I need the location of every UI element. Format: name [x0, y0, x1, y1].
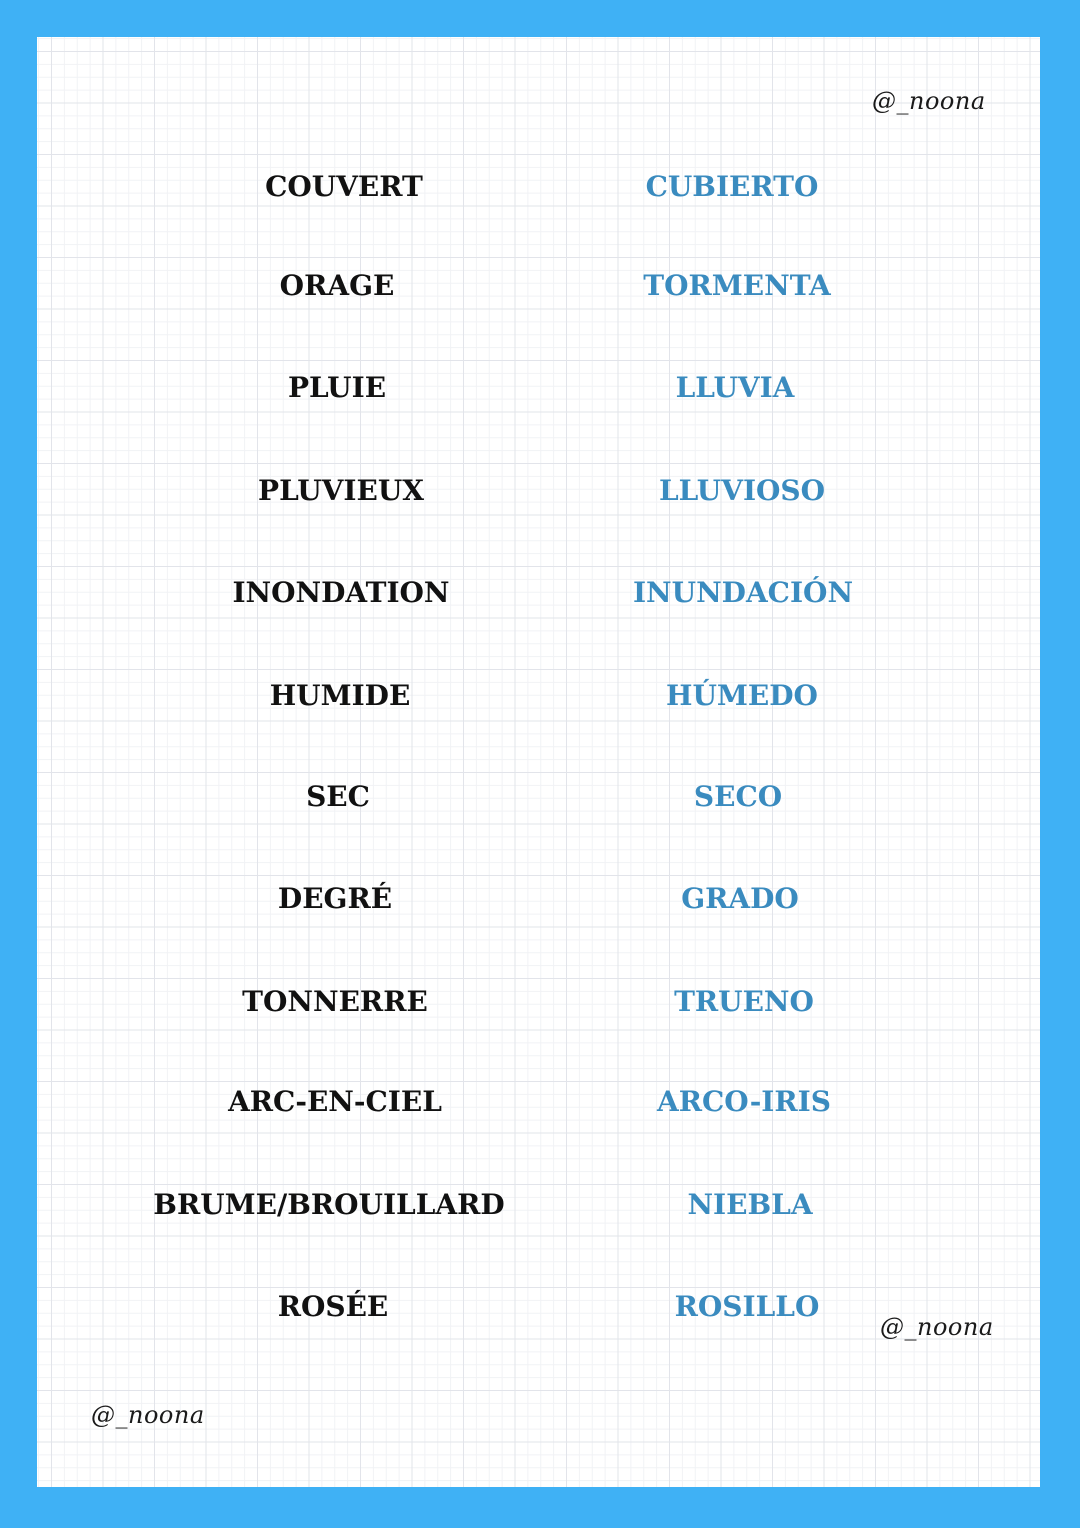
vocab-row	[37, 461, 1040, 521]
spanish-word: HÚMEDO	[666, 679, 818, 712]
french-word: ARC-EN-CIEL	[228, 1085, 442, 1118]
spanish-word: INUNDACIÓN	[632, 576, 854, 609]
spanish-word: TRUENO	[674, 985, 814, 1018]
vocab-row	[37, 256, 1040, 316]
french-word: SEC	[306, 780, 370, 813]
french-word: INONDATION	[232, 576, 450, 609]
spanish-word: CUBIERTO	[645, 170, 819, 203]
spanish-word: SECO	[693, 780, 783, 813]
vocab-row	[37, 666, 1040, 726]
french-word: BRUME/BROUILLARD	[153, 1188, 505, 1221]
french-word: ROSÉE	[277, 1290, 389, 1323]
spanish-word: TORMENTA	[643, 269, 831, 302]
spanish-word: ARCO-IRIS	[656, 1085, 832, 1118]
spanish-word: NIEBLA	[687, 1188, 813, 1221]
vocab-row	[37, 869, 1040, 929]
spanish-word: GRADO	[681, 882, 799, 915]
french-word: ORAGE	[279, 269, 395, 302]
french-word: PLUVIEUX	[258, 474, 424, 507]
french-word: DEGRÉ	[277, 882, 393, 915]
french-word: PLUIE	[287, 371, 387, 404]
watermark-top: @_noona	[872, 87, 986, 115]
watermark-bottom-left: @_noona	[91, 1401, 205, 1429]
french-word: HUMIDE	[269, 679, 411, 712]
vocab-row	[37, 157, 1040, 217]
watermark-right: @_noona	[880, 1313, 994, 1341]
spanish-word: LLUVIA	[675, 371, 795, 404]
vocab-row	[37, 1072, 1040, 1132]
french-word: COUVERT	[265, 170, 423, 203]
spanish-word: ROSILLO	[674, 1290, 820, 1323]
vocab-row	[37, 358, 1040, 418]
vocab-row	[37, 1175, 1040, 1235]
vocab-row	[37, 972, 1040, 1032]
vocabulary-sheet	[37, 37, 1040, 1487]
vocab-row	[37, 563, 1040, 623]
french-word: TONNERRE	[242, 985, 428, 1018]
spanish-word: LLUVIOSO	[658, 474, 826, 507]
vocab-row	[37, 767, 1040, 827]
